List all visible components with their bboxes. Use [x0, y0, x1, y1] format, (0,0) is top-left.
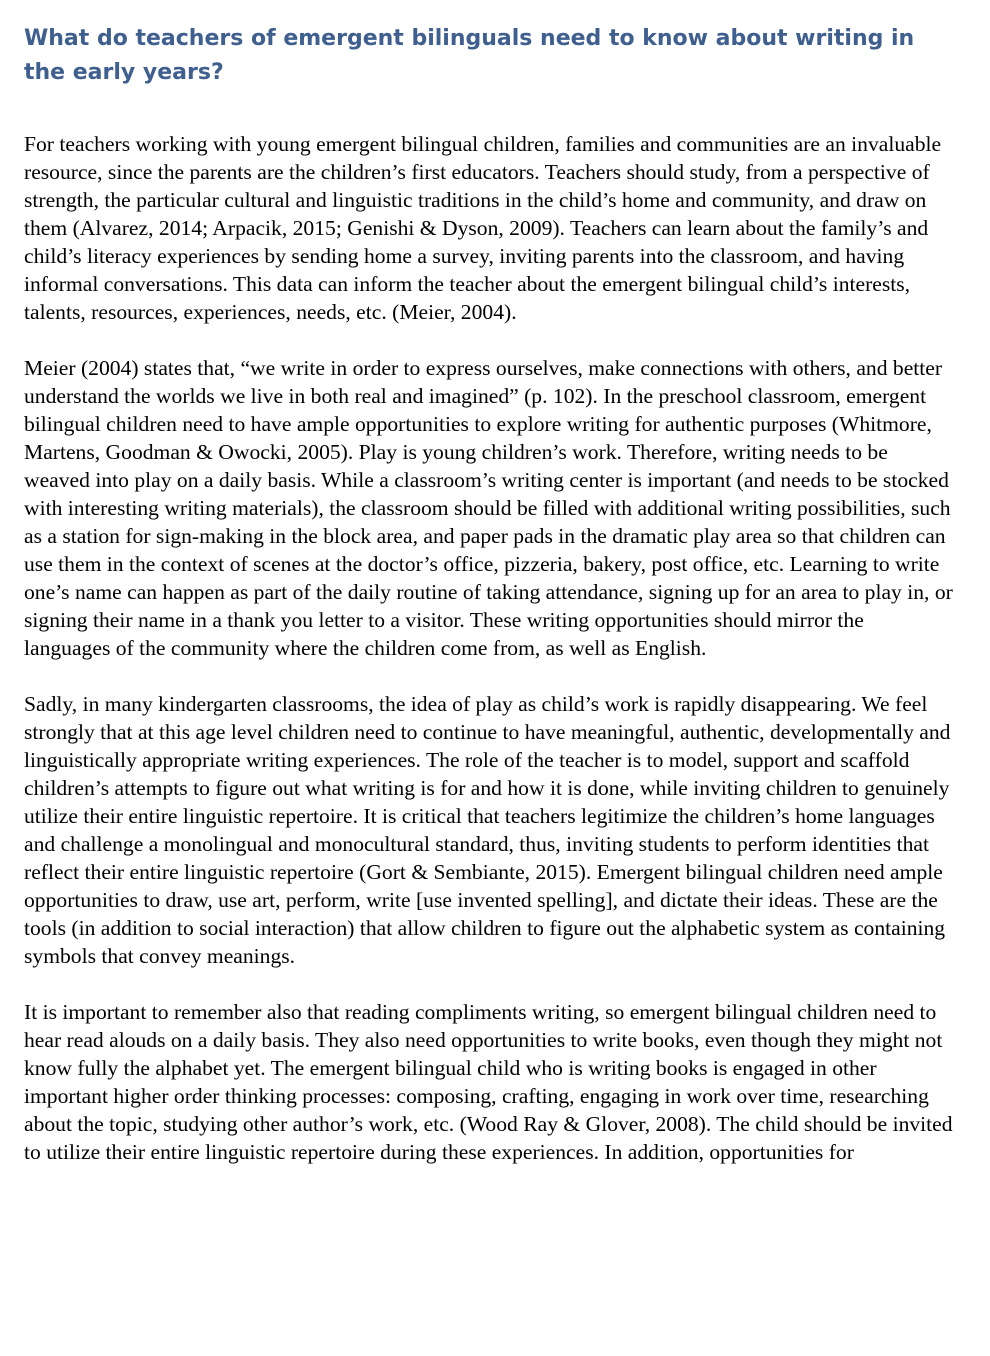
document-page	[24, 22, 954, 1194]
paragraph-family-resources: For teachers working with young emergent bilingual children, families and communities are an invaluable resource, since the parents are the children’s first educators. Teachers should study, from a perspective of strength, the particular cultural and linguistic traditions in the child’s home and community, and draw on them (Alvarez, 2014; Arpacik, 2015; Genishi & Dyson, 2009). Teachers can learn about the family’s and child’s literacy experiences by sending home a survey, inviting parents into the classroom, and having informal conversations. This data can inform the teacher about the emergent bilingual child’s interests, talents, resources, experiences, needs, etc. (Meier, 2004).	[24, 132, 942, 324]
paragraph-writing-through-play: Meier (2004) states that, “we write in order to express ourselves, make connections with others, and better understand the worlds we live in both real and imagined” (p. 102). In the preschool classroom, emergent bilingual children need to have ample opportunities to explore writing for authentic purposes (Whitmore, Martens, Goodman & Owocki, 2005). Play is young children’s work. Therefore, writing needs to be weaved into play on a daily basis. While a classroom’s writing center is important (and needs to be stocked with interesting writing materials), the classroom should be filled with additional writing possibilities, such as a station for sign-making in the block area, and paper pads in the dramatic play area so that children can use them in the context of scenes at the doctor’s office, pizzeria, bakery, post office, etc. Learning to write one’s name can happen as part of the daily routine of taking attendance, signing up for an area to play in, or signing their name in a thank you letter to a visitor. These writing opportunities should mirror the languages of the community where the children come from, as well as English.	[24, 356, 953, 660]
paragraph-kindergarten-writing: Sadly, in many kindergarten classrooms, the idea of play as child’s work is rapidly disappearing. We feel strongly that at this age level children need to continue to have meaningful, authentic, developmentally and linguistically appropriate writing experiences. The role of the teacher is to model, support and scaffold children’s attempts to figure out what writing is for and how it is done, while inviting children to genuinely utilize their entire linguistic repertoire. It is critical that teachers legitimize the children’s home languages and challenge a monolingual and monocultural standard, thus, inviting students to perform identities that reflect their entire linguistic repertoire (Gort & Sembiante, 2015). Emergent bilingual children need ample opportunities to draw, use art, perform, write [use invented spelling], and dictate their ideas. These are the tools (in addition to social interaction) that allow children to figure out the alphabetic system as containing symbols that convey meanings.	[24, 692, 951, 968]
section-heading: What do teachers of emergent bilinguals need to know about writing in the early years?	[24, 26, 915, 85]
paragraph-reading-and-writing-books: It is important to remember also that reading compliments writing, so emergent bilingual children need to hear read alouds on a daily basis. They also need opportunities to write books, even though they might not know fully the alphabet yet. The emergent bilingual child who is writing books is engaged in other important higher order thinking processes: composing, crafting, engaging in work over time, researching about the topic, studying other author’s work, etc. (Wood Ray & Glover, 2008). The child should be invited to utilize their entire linguistic repertoire during these experiences. In addition, opportunities for	[24, 1000, 953, 1164]
